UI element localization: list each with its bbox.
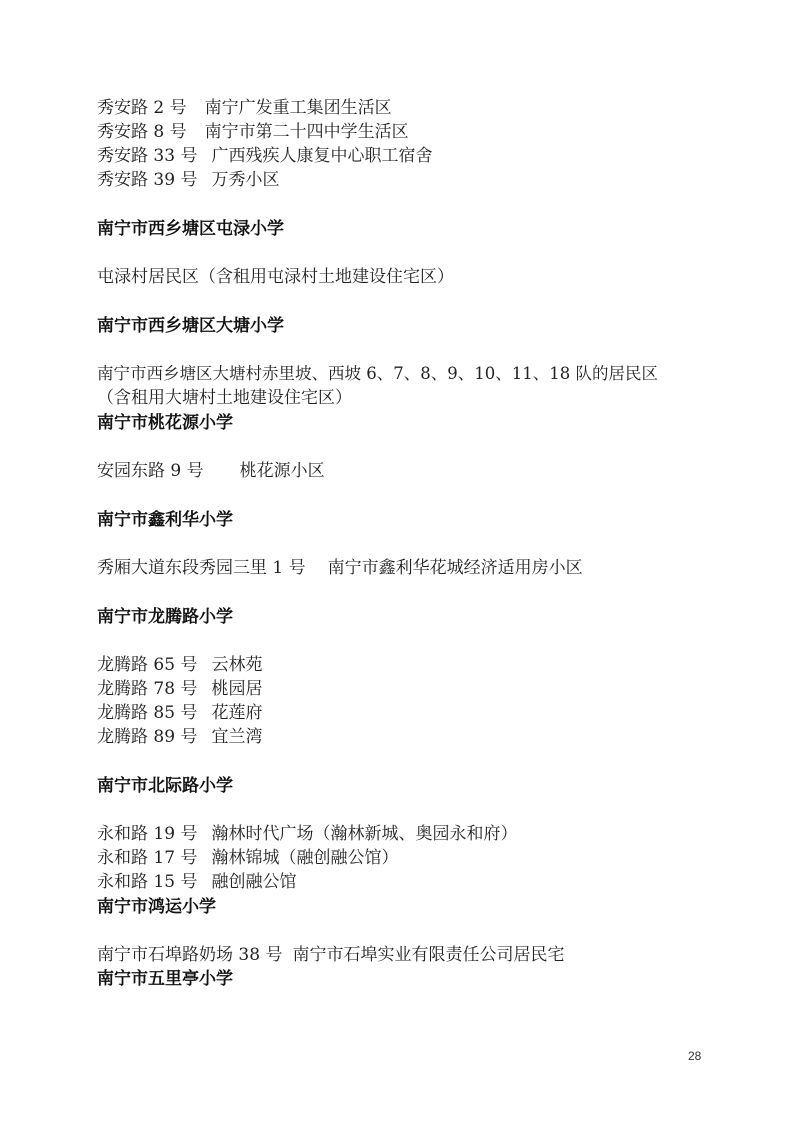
address-line bbox=[97, 96, 392, 120]
address-line bbox=[97, 556, 583, 580]
address-line bbox=[97, 168, 279, 192]
school-heading: 南宁市桃花源小学 bbox=[97, 413, 233, 433]
address: 龙腾路 78 号 bbox=[97, 679, 198, 699]
school-heading: 南宁市龙腾路小学 bbox=[97, 607, 233, 627]
address-line: 南宁市西乡塘区大塘村赤里坡、西坡 6、7、8、9、10、11、18 队的居民区 bbox=[97, 364, 658, 383]
place: 南宁广发重工集团生活区 bbox=[204, 98, 392, 118]
address: 秀安路 8 号 bbox=[97, 122, 187, 142]
address-line bbox=[97, 725, 262, 749]
address-line bbox=[97, 870, 296, 894]
address: 秀安路 2 号 bbox=[97, 98, 187, 118]
address-line bbox=[97, 846, 398, 870]
address-line bbox=[97, 701, 262, 725]
school-heading: 南宁市鸿运小学 bbox=[97, 897, 216, 917]
address: 龙腾路 65 号 bbox=[97, 655, 198, 675]
place: 广西残疾人康复中心职工宿舍 bbox=[211, 146, 433, 166]
address-line bbox=[97, 459, 325, 483]
address-line bbox=[97, 120, 409, 144]
place: 南宁市第二十四中学生活区 bbox=[204, 122, 409, 142]
place: 花莲府 bbox=[211, 703, 263, 723]
place: 云林苑 bbox=[211, 655, 263, 675]
place: 万秀小区 bbox=[211, 170, 280, 190]
place: 瀚林锦城（融创融公馆） bbox=[211, 848, 399, 868]
school-heading: 南宁市西乡塘区大塘小学 bbox=[97, 316, 284, 336]
address: 秀厢大道东段秀园三里 1 号 bbox=[97, 558, 306, 578]
address: 龙腾路 89 号 bbox=[97, 727, 198, 747]
place: 瀚林时代广场（瀚林新城、奥园永和府） bbox=[211, 824, 518, 844]
page-number: 28 bbox=[688, 1049, 702, 1063]
place: 桃花源小区 bbox=[239, 461, 325, 481]
address-line bbox=[97, 677, 262, 701]
address-line: （含租用大塘村土地建设住宅区） bbox=[97, 388, 352, 408]
address: 永和路 19 号 bbox=[97, 824, 198, 844]
school-heading: 南宁市五里亭小学 bbox=[97, 969, 233, 989]
address: 秀安路 39 号 bbox=[97, 170, 198, 190]
address: 永和路 17 号 bbox=[97, 848, 198, 868]
school-heading: 南宁市鑫利华小学 bbox=[97, 510, 233, 530]
address-line bbox=[97, 943, 564, 967]
address-line bbox=[97, 822, 517, 846]
address-line bbox=[97, 653, 262, 677]
place: 融创融公馆 bbox=[211, 872, 297, 892]
address: 南宁市石埠路奶场 38 号 bbox=[97, 945, 283, 965]
place: 南宁市石埠实业有限责任公司居民宅 bbox=[292, 945, 565, 965]
place: 宜兰湾 bbox=[211, 727, 263, 747]
school-heading: 南宁市西乡塘区屯渌小学 bbox=[97, 219, 284, 239]
school-heading: 南宁市北际路小学 bbox=[97, 776, 233, 796]
address: 永和路 15 号 bbox=[97, 872, 198, 892]
address: 龙腾路 85 号 bbox=[97, 703, 198, 723]
place: 桃园居 bbox=[211, 679, 263, 699]
address: 安园东路 9 号 bbox=[97, 461, 204, 481]
address-line bbox=[97, 144, 432, 168]
address: 秀安路 33 号 bbox=[97, 146, 198, 166]
place: 南宁市鑫利华花城经济适用房小区 bbox=[327, 558, 583, 578]
address-line: 屯渌村居民区（含租用屯渌村土地建设住宅区） bbox=[97, 267, 454, 287]
